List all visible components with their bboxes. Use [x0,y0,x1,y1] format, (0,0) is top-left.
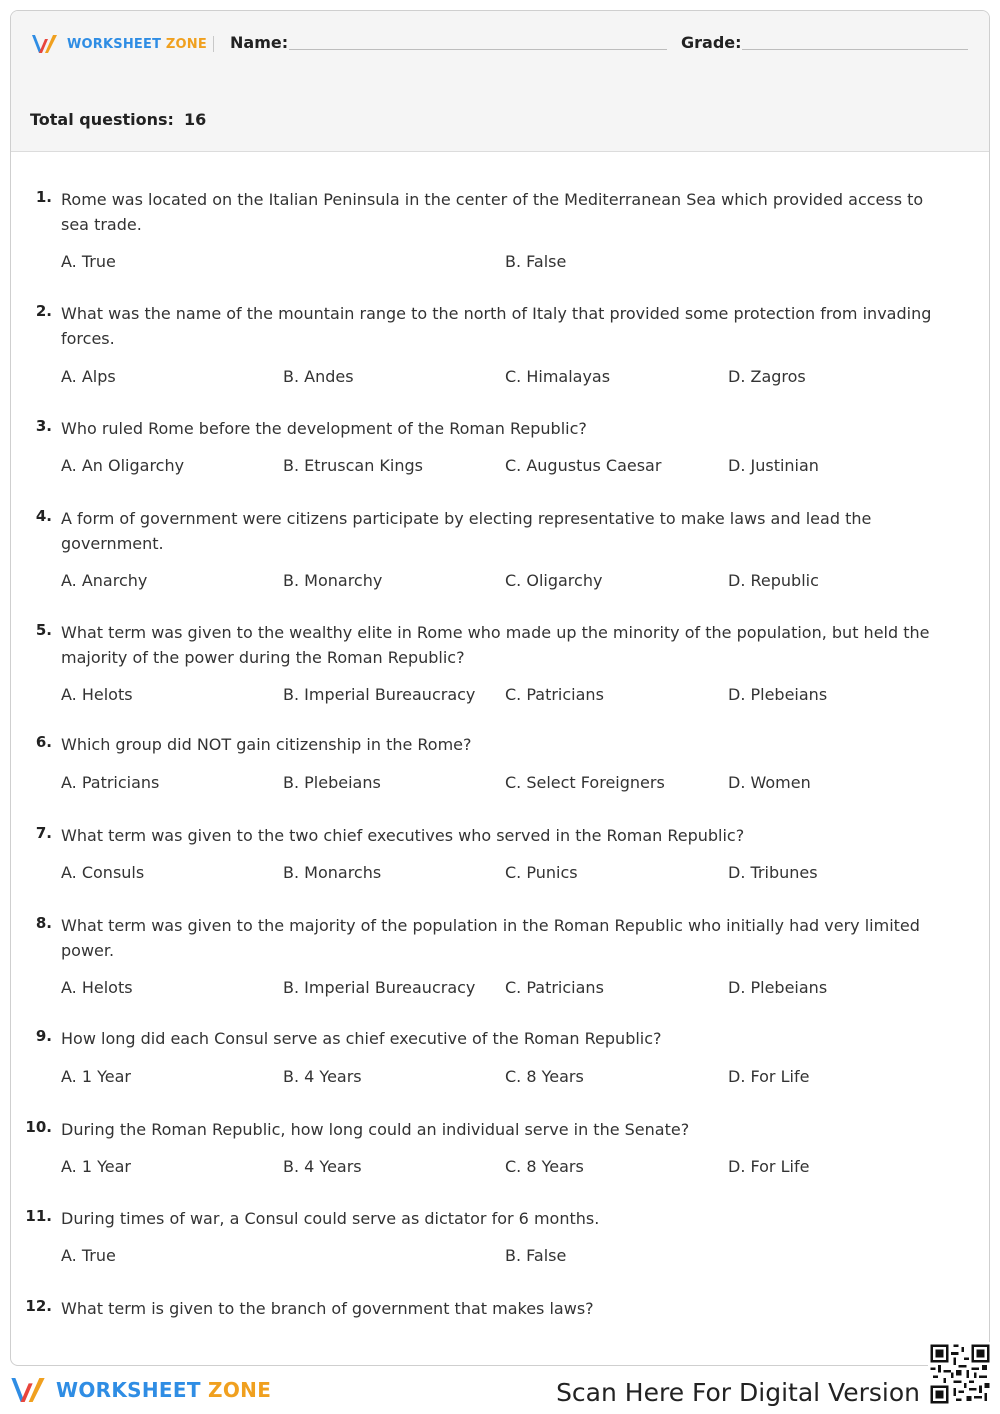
question-number: 10. [25,1118,52,1136]
answer-option[interactable]: A. Alps [61,367,116,386]
answer-option[interactable]: A. True [61,252,116,271]
brand-word-2: ZONE [165,36,207,52]
question-text: During times of war, a Consul could serve as dictator for 6 months. [61,1209,600,1228]
header-logo [31,33,207,55]
worksheet-zone-logo-icon [31,33,61,55]
answer-option[interactable]: A. Patricians [61,773,160,792]
answer-option[interactable]: A. Anarchy [61,571,148,590]
question-text: What term was given to the majority of the population in the Roman Republic who initially had very limited power. [61,916,920,960]
answer-option[interactable]: A. True [61,1246,116,1265]
scan-caption: Scan Here For Digital Version [556,1378,920,1407]
answer-option[interactable]: B. Andes [283,367,354,386]
brand-word-1: WORKSHEET [67,36,162,52]
footer-brand-text [56,1378,271,1402]
question-number: 8. [35,914,52,932]
answer-option[interactable]: C. Patricians [505,685,604,704]
question-text: Rome was located on the Italian Peninsula in the center of the Mediterranean Sea which provided access to sea trade. [61,190,924,234]
footer-logo [10,1375,271,1405]
answer-option[interactable]: B. 4 Years [283,1157,362,1176]
question-number: 9. [35,1027,52,1045]
answer-option[interactable]: C. 8 Years [505,1157,584,1176]
answer-option[interactable]: D. Republic [728,571,819,590]
answer-option[interactable]: B. Imperial Bureaucracy [283,685,476,704]
answer-option[interactable]: D. Plebeians [728,685,828,704]
worksheet-zone-logo-icon [10,1375,50,1405]
grade-field[interactable] [742,49,968,50]
answer-option[interactable]: A. Helots [61,978,133,997]
question-text: How long did each Consul serve as chief executive of the Roman Republic? [61,1029,662,1048]
question-text: What was the name of the mountain range to the north of Italy that provided some protection from invading forces. [61,304,932,348]
header-brand-text [67,37,207,52]
answer-option[interactable]: C. Augustus Caesar [505,456,662,475]
answer-option[interactable]: B. Monarchs [283,863,382,882]
question-text: During the Roman Republic, how long could an individual serve in the Senate? [61,1120,690,1139]
answer-option[interactable]: D. Women [728,773,811,792]
footer-brand-word-2: ZONE [208,1378,272,1402]
answer-option[interactable]: B. Imperial Bureaucracy [283,978,476,997]
grade-label: Grade: [681,33,742,52]
answer-option[interactable]: B. False [505,1246,567,1265]
answer-option[interactable]: D. Justinian [728,456,819,475]
name-field[interactable] [289,49,667,50]
answer-option[interactable]: D. For Life [728,1157,810,1176]
answer-option[interactable]: B. 4 Years [283,1067,362,1086]
question-number: 6. [35,733,52,751]
footer-brand-word-1: WORKSHEET [56,1378,201,1402]
question-number: 11. [25,1207,52,1225]
answer-option[interactable]: C. 8 Years [505,1067,584,1086]
question-number: 1. [35,188,52,206]
answer-option[interactable]: A. 1 Year [61,1157,131,1176]
answer-option[interactable]: C. Punics [505,863,578,882]
answer-option[interactable]: D. Plebeians [728,978,828,997]
question-text: What term was given to the wealthy elite in Rome who made up the minority of the population, but held the majority of the power during the Roman Republic? [61,623,930,667]
answer-option[interactable]: A. Helots [61,685,133,704]
header-divider [213,36,214,52]
question-number: 3. [35,417,52,435]
answer-option[interactable]: B. Etruscan Kings [283,456,423,475]
qr-code-icon[interactable] [928,1342,992,1406]
answer-option[interactable]: C. Himalayas [505,367,611,386]
question-number: 2. [35,302,52,320]
answer-option[interactable]: D. For Life [728,1067,810,1086]
question-text: A form of government were citizens participate by electing representative to make laws and lead the government. [61,509,872,553]
worksheet-page [10,10,990,1366]
answer-option[interactable]: D. Tribunes [728,863,818,882]
answer-option[interactable]: B. Plebeians [283,773,381,792]
total-questions-value: 16 [183,110,207,129]
answer-option[interactable]: D. Zagros [728,367,806,386]
answer-option[interactable]: B. False [505,252,567,271]
answer-option[interactable]: C. Select Foreigners [505,773,665,792]
question-text: What term was given to the two chief executives who served in the Roman Republic? [61,826,745,845]
answer-option[interactable]: A. An Oligarchy [61,456,185,475]
answer-option[interactable]: C. Patricians [505,978,604,997]
total-questions [30,110,206,129]
answer-option[interactable]: A. Consuls [61,863,145,882]
question-text: Which group did NOT gain citizenship in the Rome? [61,735,472,754]
total-questions-label: Total questions: [30,110,174,129]
answer-option[interactable]: A. 1 Year [61,1067,131,1086]
answer-option[interactable]: C. Oligarchy [505,571,603,590]
question-text: Who ruled Rome before the development of the Roman Republic? [61,419,587,438]
answer-option[interactable]: B. Monarchy [283,571,383,590]
question-number: 7. [35,824,52,842]
question-number: 4. [35,507,52,525]
name-label: Name: [230,33,289,52]
question-text: What term is given to the branch of government that makes laws? [61,1299,594,1318]
worksheet-header [11,11,989,152]
question-number: 5. [35,621,52,639]
question-number: 12. [25,1297,52,1315]
